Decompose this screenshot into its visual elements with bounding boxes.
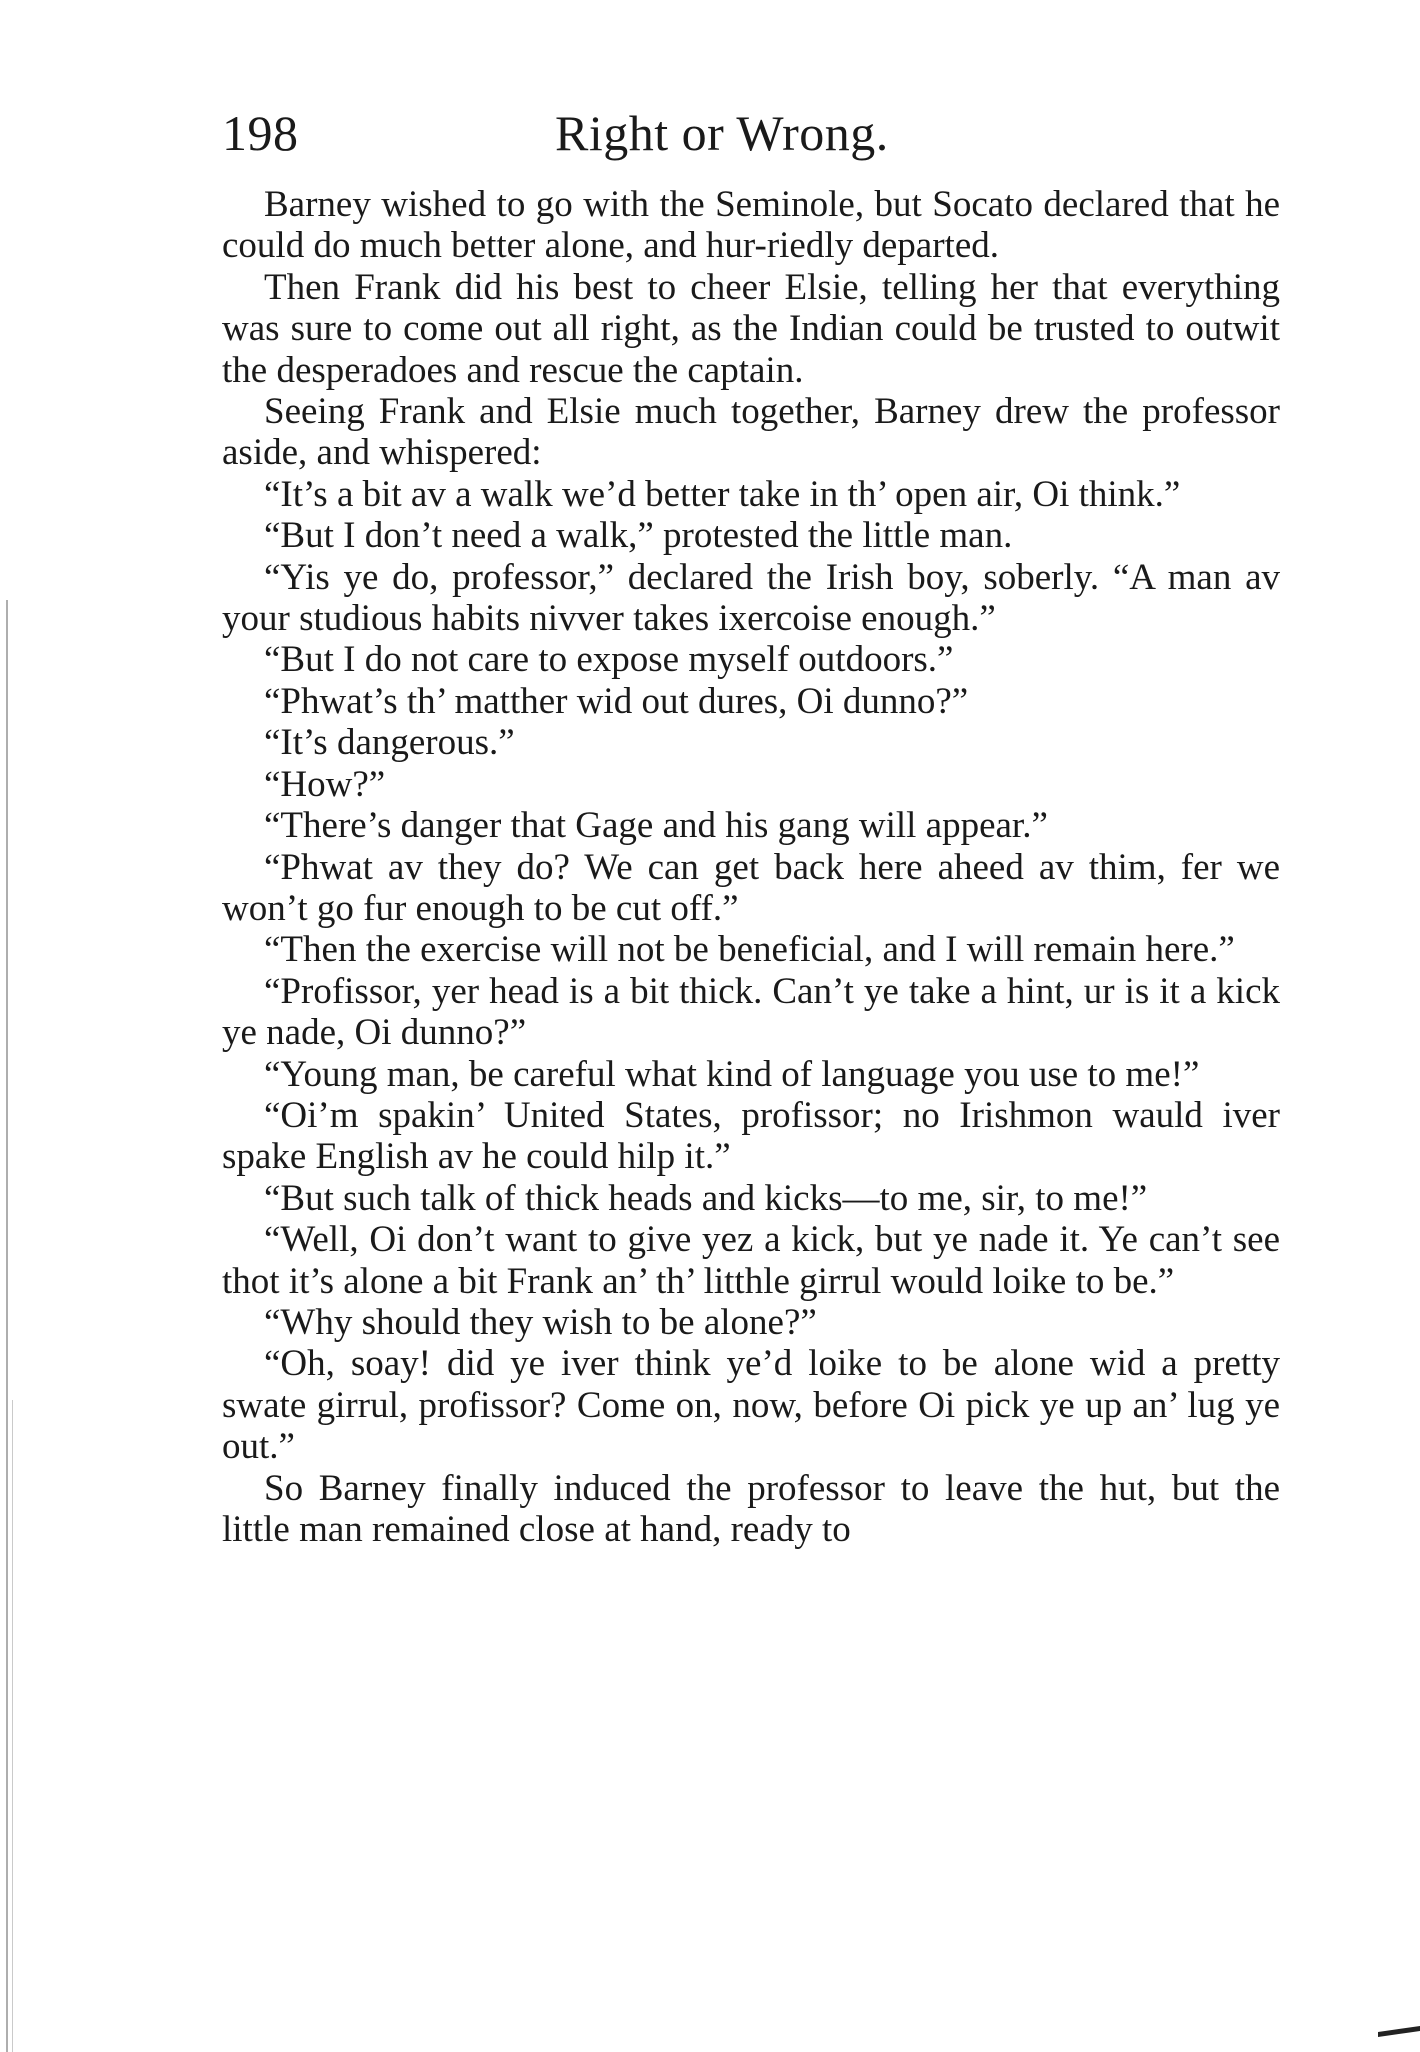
paragraph: “Profissor, yer head is a bit thick. Can’t ye take a hint, ur is it a kick ye nade, Oi dunno?” <box>222 970 1280 1054</box>
paragraph: “Phwat’s th’ matther wid out dures, Oi dunno?” <box>264 680 969 722</box>
paragraph: “Oi’m spakin’ United States, profissor; no Irishmon wauld iver spake English av he could hilp it.” <box>222 1094 1280 1178</box>
paragraph: “It’s a bit av a walk we’d better take in th’ open air, Oi think.” <box>264 473 1181 515</box>
body-text <box>222 184 1280 1550</box>
paragraph: “Oh, soay! did ye iver think ye’d loike to be alone wid a pretty swate girrul, profissor? Come on, now, before Oi pick ye up an’ lug ye out.” <box>222 1343 1280 1468</box>
paragraph: “There’s danger that Gage and his gang will appear.” <box>264 805 1048 847</box>
paragraph: “But I don’t need a walk,” protested the little man. <box>264 515 1013 557</box>
paragraph: So Barney finally induced the professor to leave the hut, but the little man remained close at hand, ready to <box>222 1467 1280 1550</box>
paragraph: “How?” <box>264 763 386 805</box>
page-corner-mark <box>1378 2026 1420 2037</box>
paragraph: “Young man, be careful what kind of language you use to me!” <box>264 1053 1200 1095</box>
paragraph: “Well, Oi don’t want to give yez a kick, but ye nade it. Ye can’t see thot it’s alone a bit Frank an’ th’ litthle girrul would loike to be.” <box>222 1219 1280 1302</box>
binding-edge-line <box>6 600 8 2052</box>
paragraph: Barney wished to go with the Seminole, but Socato declared that he could do much better alone, and hur-riedly departed. <box>222 184 1280 267</box>
running-title: Right or Wrong. <box>555 105 889 161</box>
binding-edge-line <box>12 1400 13 2052</box>
paragraph: “It’s dangerous.” <box>264 722 515 764</box>
paragraph: “But I do not care to expose myself outdoors.” <box>264 639 954 681</box>
page-header <box>222 100 1280 166</box>
paragraph: Then Frank did his best to cheer Elsie, telling her that everything was sure to come out all right, as the Indian could be trusted to outwit the desperadoes and rescue the captain. <box>222 266 1280 391</box>
paragraph: “Why should they wish to be alone?” <box>264 1301 817 1343</box>
paragraph: “Phwat av they do? We can get back here aheed av thim, fer we won’t go fur enough to be cut off.” <box>222 846 1280 929</box>
paragraph: “But such talk of thick heads and kicks—to me, sir, to me!” <box>264 1177 1148 1219</box>
paragraph: “Yis ye do, professor,” declared the Irish boy, soberly. “A man av your studious habits nivver takes ixercoise enough.” <box>222 556 1280 640</box>
paragraph: Seeing Frank and Elsie much together, Barney drew the professor aside, and whispered: <box>222 391 1280 474</box>
page-number: 198 <box>222 105 299 161</box>
paragraph: “Then the exercise will not be beneficial, and I will remain here.” <box>264 929 1235 971</box>
